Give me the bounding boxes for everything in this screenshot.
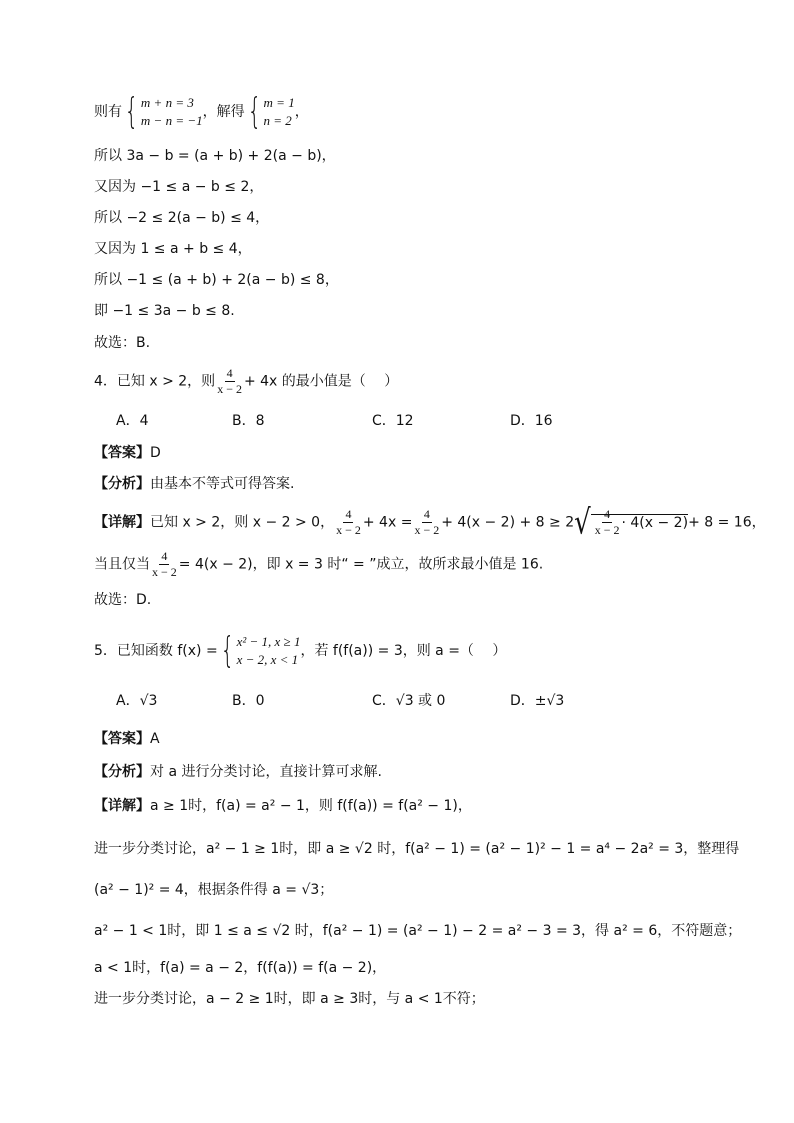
q5-option-b: B．0 [232,693,265,709]
q4-option-d: D．16 [510,413,553,429]
sqrt-icon: √ [574,503,591,542]
q5-stem-a: 5．已知函数 f(x) = [94,643,218,659]
detail-1: a ≥ 1时，f(a) = a² − 1，则 f(f(a)) = f(a² − 1)， [150,798,472,814]
q5-analysis [94,762,382,782]
detail-tag: 【详解】 [94,514,150,531]
frac-numerator: 4 [423,507,430,521]
q4-stem-b: + 4x 的最小值是（ ） [243,373,399,390]
solution-line-3: 又因为 −1 ≤ a − b ≤ 2， [94,179,264,195]
eq-a: 当且仅当 [94,556,150,573]
q4-select: 故选：D. [94,592,152,608]
sqrt-body [591,507,689,537]
solution-line-5: 又因为 1 ≤ a + b ≤ 4， [94,241,252,257]
detail-b: + 4x = [362,514,413,531]
q4-answer [94,443,161,463]
answer-tag: 【答案】 [94,731,150,747]
frac-numerator: 4 [604,507,611,521]
solution-line-system [94,91,309,132]
analysis-tag: 【分析】 [94,764,150,780]
eq-1b: m − n = −1 [140,113,203,128]
q5-option-a: A．√3 [116,693,158,709]
sqrt-frac [595,507,620,538]
piecewise-cases [237,633,301,669]
detail-c: + 4(x − 2) + 8 ≥ 2 [441,514,575,531]
q5-detail-1 [94,796,472,816]
q4-analysis [94,474,294,494]
frac-denominator: x − 2 [217,382,242,396]
eq-1a: m + n = 3 [140,95,194,110]
solution-select: 故选：B. [94,335,151,351]
detail-a: 已知 x > 2，则 x − 2 > 0， [150,514,335,531]
case-1: x² − 1, x ≥ 1 [236,634,301,649]
brace-icon: { [124,91,139,132]
question-5-stem [94,630,507,671]
frac-numerator: 4 [161,549,168,563]
q5-answer [94,729,160,749]
detail-e: + 8 = 16， [688,514,766,531]
text-then: 则有 [94,104,122,120]
brace-icon: { [220,630,235,671]
q5-stem-b: ，若 f(f(a)) = 3，则 a =（ ） [300,643,507,659]
q5-detail-3: (a² − 1)² = 4，根据条件得 a = √3； [94,882,334,898]
frac-denominator: x − 2 [414,523,440,537]
solution-line-2: 所以 3a − b = (a + b) + 2(a − b)， [94,148,336,164]
eq-2b: n = 2 [263,113,292,128]
q5-detail-2: 进一步分类讨论，a² − 1 ≥ 1时，即 a ≥ √2 时，f(a² − 1) = (a² − 1)² − 1 = a⁴ − 2a² = 3，整理得 [94,841,740,857]
q5-detail-5: a < 1时，f(a) = a − 2，f(f(a)) = f(a − 2)， [94,960,387,976]
frac-denominator: x − 2 [336,523,361,537]
answer-value: A [150,731,160,747]
q5-detail-4: a² − 1 < 1时，即 1 ≤ a ≤ √2 时，f(a² − 1) = (a² − 1) − 2 = a² − 3 = 3，得 a² = 6，不符题意； [94,923,742,939]
q4-fraction [217,366,242,397]
frac-denominator: x − 2 [152,565,177,579]
equation-system-2 [264,94,295,130]
frac-denominator: x − 2 [594,523,620,537]
detail-frac-2 [414,507,439,538]
answer-value: D [150,445,161,461]
frac-numerator: 4 [226,366,233,380]
answer-tag: 【答案】 [94,445,150,461]
eq-2a: m = 1 [263,95,295,110]
brace-icon: { [247,91,261,132]
case-2: x − 2, x < 1 [236,652,299,667]
solution-line-4: 所以 −2 ≤ 2(a − b) ≤ 4， [94,210,270,226]
q4-option-b: B．8 [232,413,265,429]
q4-option-a: A．4 [116,413,149,429]
solution-line-7: 即 −1 ≤ 3a − b ≤ 8. [94,303,235,319]
equation-system-1 [141,94,203,130]
q4-stem-a: 4．已知 x > 2，则 [94,373,216,390]
question-4-stem [94,366,398,397]
analysis-tag: 【分析】 [94,476,150,492]
comma: ， [294,104,309,120]
eq-frac [152,549,177,580]
detail-d: · 4(x − 2) [621,514,689,531]
q5-option-c: C．√3 或 0 [372,693,446,709]
detail-tag: 【详解】 [94,798,150,814]
q5-detail-6: 进一步分类讨论，a − 2 ≥ 1时，即 a ≥ 3时，与 a < 1不符； [94,991,485,1007]
solution-line-6: 所以 −1 ≤ (a + b) + 2(a − b) ≤ 8， [94,272,339,288]
analysis-text: 对 a 进行分类讨论，直接计算可求解. [150,764,382,780]
frac-numerator: 4 [345,507,352,521]
eq-b: = 4(x − 2)，即 x = 3 时“ = ”成立，故所求最小值是 16. [178,556,544,573]
text-solve: ，解得 [202,104,245,120]
detail-frac-1 [336,507,361,538]
analysis-text: 由基本不等式可得答案. [150,476,295,492]
q4-detail [94,503,766,542]
q4-option-c: C．12 [372,413,414,429]
q5-option-d: D．±√3 [510,693,565,709]
q4-equality-line [94,549,543,580]
